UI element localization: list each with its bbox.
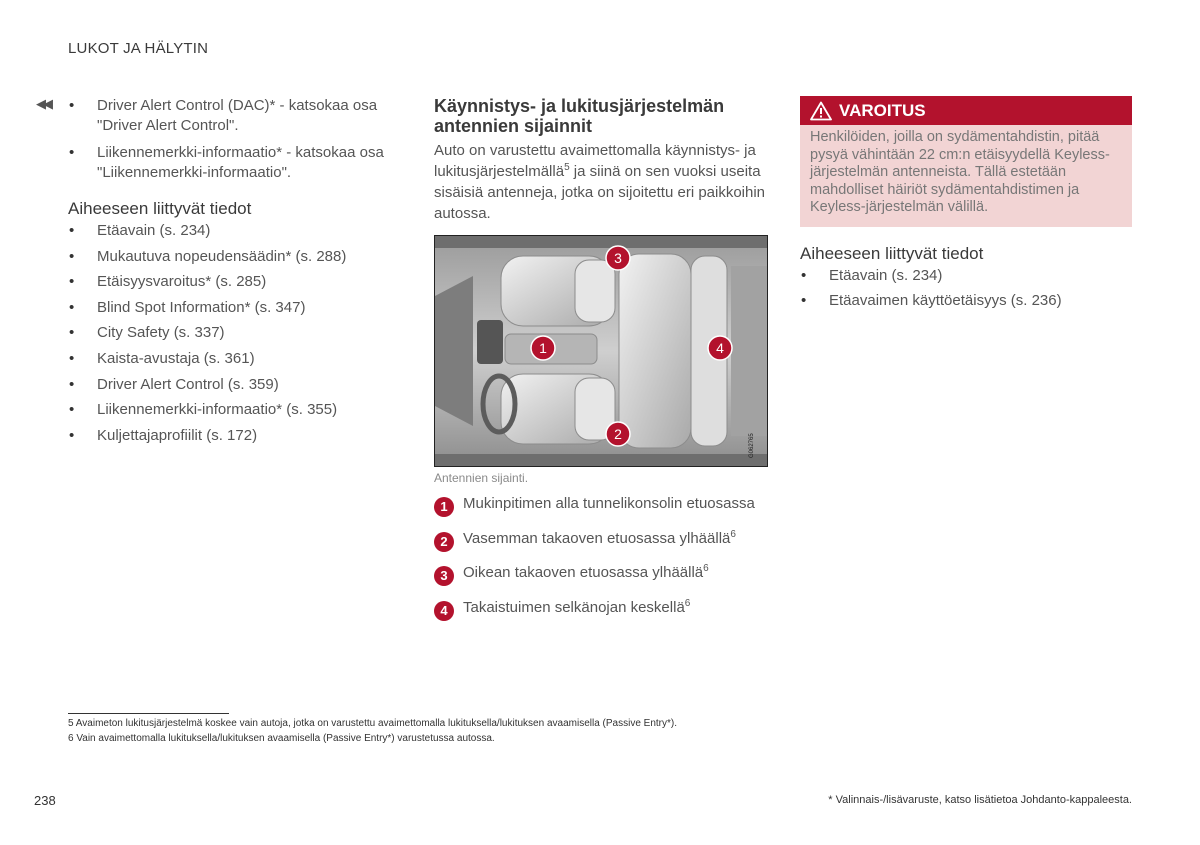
intro-paragraph	[434, 140, 770, 224]
footnote-ref-5[interactable]: 5	[564, 162, 570, 173]
figure-marker-3	[606, 246, 630, 270]
related-link[interactable]: • Etäavaimen käyttöetäisyys (s. 236)	[800, 291, 1132, 311]
warning-text: Henkilöiden, joilla on sydämentahdistin, pitää pysyä vähintään 22 cm:n etäisyydellä Keyless-järjestelmän antenneista. Tällä estetään mahdolliset häiriöt sydämentahdistimen ja Keyless-järjestelmän välillä.	[810, 129, 1110, 215]
middle-column	[434, 96, 770, 224]
related-heading: Aiheeseen liittyvät tiedot	[800, 243, 984, 263]
legend-number-badge: 4	[434, 601, 454, 621]
car-interior-illustration	[435, 236, 767, 466]
section-heading	[434, 96, 770, 136]
figure-marker-4	[708, 336, 732, 360]
related-heading: Aiheeseen liittyvät tiedot	[68, 199, 252, 218]
section-header: LUKOT JA HÄLYTIN	[68, 40, 209, 57]
related-link[interactable]: • Liikennemerkki-informaatio* (s. 355)	[68, 400, 398, 420]
svg-text:3: 3	[614, 250, 622, 266]
figure-marker-1	[531, 336, 555, 360]
legend-item	[434, 563, 770, 583]
related-link[interactable]: • Etäisyysvaroitus* (s. 285)	[68, 272, 398, 292]
figure-marker-2	[606, 422, 630, 446]
legend-number-badge: 3	[434, 566, 454, 586]
footnote-number: 5	[68, 718, 74, 729]
footnote	[68, 733, 495, 744]
footnote-divider	[68, 713, 229, 714]
svg-text:1: 1	[539, 340, 547, 356]
related-link[interactable]: • Blind Spot Information* (s. 347)	[68, 298, 398, 318]
related-list	[800, 266, 1132, 312]
figure-code: G062765	[749, 433, 755, 458]
footnote-number: 6	[68, 733, 74, 744]
figure-caption: Antennien sijainti.	[434, 471, 529, 485]
legend-number-badge: 2	[434, 532, 454, 552]
footnote-ref-6[interactable]: 6	[684, 597, 691, 609]
legend-number-badge: 1	[434, 497, 454, 517]
related-link[interactable]: • Kuljettajaprofiilit (s. 172)	[68, 426, 398, 446]
top-list	[68, 96, 398, 183]
warning-header	[800, 96, 1132, 125]
legend-text: Vasemman takaoven etuosassa ylhäällä	[463, 529, 731, 547]
footnote-ref-6[interactable]: 6	[730, 528, 736, 540]
related-link[interactable]: • City Safety (s. 337)	[68, 323, 398, 343]
related-list	[68, 221, 398, 446]
related-link[interactable]: • Mukautuva nopeudensäädin* (s. 288)	[68, 247, 398, 267]
svg-text:2: 2	[614, 426, 622, 442]
footnote-ref-6[interactable]: 6	[703, 563, 709, 574]
legend-item	[434, 529, 770, 549]
car-interior-figure	[434, 235, 768, 467]
list-item: • Liikennemerkki-informaatio* - katsokaa osa "Liikennemerkki-informaatio".	[68, 143, 398, 183]
warning-title: VAROITUS	[839, 101, 926, 120]
right-column	[800, 96, 1132, 317]
optional-equipment-note: * Valinnais-/lisävaruste, katso lisätietoa Johdanto-kappaleesta.	[828, 794, 1132, 806]
heading-line-1: Käynnistys- ja lukitusjärjestelmän	[434, 96, 725, 116]
related-link[interactable]: • Etäavain (s. 234)	[68, 221, 398, 241]
heading-line-2: antennien sijainnit	[434, 116, 593, 136]
svg-text:4: 4	[716, 340, 724, 356]
intro-text-2: ja siinä on sen vuoksi useita sisäisiä antenneja, jotka on sijoitettu eri paikkoihin autossa.	[434, 163, 766, 222]
footnote-text: Vain avaimettomalla lukituksella/lukituksen avaamisella (Passive Entry*) varustetussa autossa.	[76, 733, 495, 744]
double-chevron-left-icon[interactable]: ◀◀	[36, 96, 50, 111]
footnote	[68, 718, 677, 729]
warning-box	[800, 96, 1132, 227]
related-link[interactable]: • Etäavain (s. 234)	[800, 266, 1132, 286]
left-column	[68, 96, 398, 451]
legend-text: Oikean takaoven etuosassa ylhäällä	[463, 564, 704, 581]
legend-item	[434, 598, 770, 618]
warning-triangle-icon	[810, 101, 832, 121]
legend-text: Mukinpitimen alla tunnelikonsolin etuosassa	[463, 495, 755, 512]
footnote-text: Avaimeton lukitusjärjestelmä koskee vain autoja, jotka on varustettu avaimettomalla lukituksella/lukituksen avaamisella (Passive Entry*).	[75, 718, 678, 729]
list-item: • Driver Alert Control (DAC)* - katsokaa osa "Driver Alert Control".	[68, 96, 398, 136]
related-link[interactable]: • Kaista-avustaja (s. 361)	[68, 349, 398, 369]
page-number: 238	[34, 793, 56, 808]
figure-legend	[434, 494, 770, 632]
related-link[interactable]: • Driver Alert Control (s. 359)	[68, 375, 398, 395]
legend-text: Takaistuimen selkänojan keskellä	[463, 598, 685, 616]
intro-text-1: Auto on varustettu avaimettomalla käynnistys- ja lukitusjärjestelmällä	[434, 142, 756, 180]
legend-item	[434, 494, 770, 514]
